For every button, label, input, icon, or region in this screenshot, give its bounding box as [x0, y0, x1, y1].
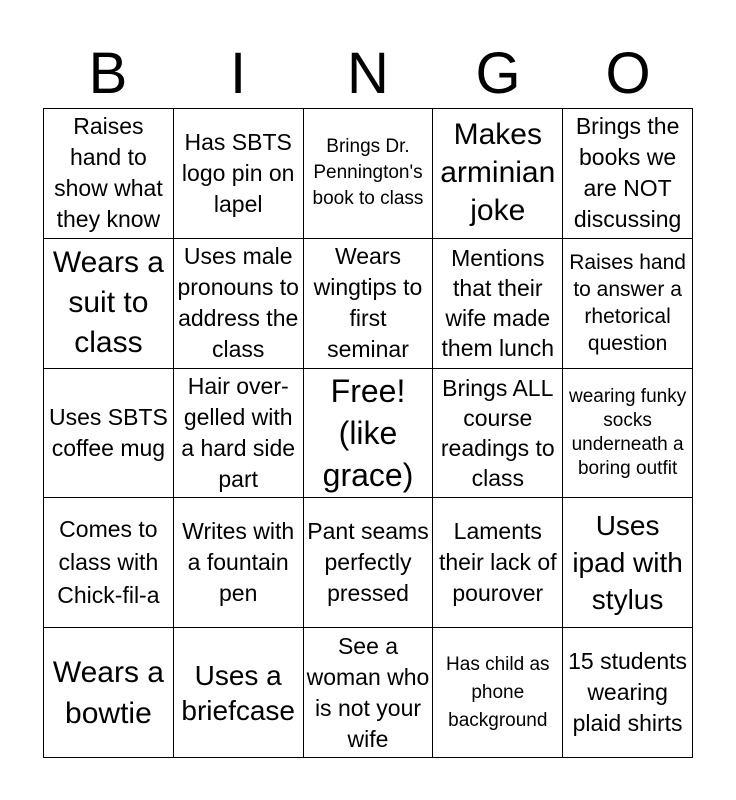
- cell-text: Has child as phone background: [446, 653, 550, 731]
- bingo-cell[interactable]: [44, 498, 174, 628]
- cell-text: Wears wingtips to first seminar: [313, 243, 423, 363]
- bingo-cell[interactable]: [44, 369, 174, 499]
- cell-text: Uses a briefcase: [181, 659, 295, 726]
- bingo-cell[interactable]: [304, 109, 434, 239]
- bingo-cell[interactable]: [304, 498, 434, 628]
- cell-text: 15 students wearing plaid shirts: [568, 648, 688, 737]
- bingo-cell[interactable]: [44, 239, 174, 369]
- bingo-cell[interactable]: [174, 239, 304, 369]
- bingo-cell[interactable]: [433, 109, 563, 239]
- bingo-cell[interactable]: [433, 498, 563, 628]
- bingo-header: [43, 40, 693, 108]
- cell-text: See a woman who is not your wife: [306, 632, 430, 752]
- cell-text: Wears a bowtie: [52, 655, 164, 730]
- bingo-cell[interactable]: [44, 628, 174, 758]
- cell-text: Raises hand to show what they know: [54, 113, 163, 233]
- cell-text: Pant seams perfectly pressed: [307, 518, 429, 607]
- bingo-cell[interactable]: [304, 628, 434, 758]
- header-letter-b: B: [88, 41, 128, 106]
- bingo-cell[interactable]: [563, 628, 693, 758]
- free-space-cell[interactable]: [304, 369, 434, 499]
- cell-text: Uses male pronouns to address the class: [177, 243, 299, 363]
- cell-text: wearing funky socks underneath a boring outfit: [568, 385, 687, 479]
- cell-text: Mentions that their wife made them lunch: [441, 245, 555, 362]
- header-letter-g: G: [475, 41, 521, 106]
- bingo-cell[interactable]: [563, 239, 693, 369]
- header-letter-n: N: [347, 41, 389, 106]
- bingo-cell[interactable]: [174, 498, 304, 628]
- header-letter-o: O: [605, 41, 651, 106]
- cell-text: Wears a suit to class: [52, 246, 164, 360]
- cell-text: Makes arminian joke: [440, 118, 556, 228]
- cell-text: Raises hand to answer a rhetorical question: [569, 251, 686, 356]
- cell-text: Has SBTS logo pin on lapel: [181, 128, 295, 217]
- bingo-cell[interactable]: [563, 109, 693, 239]
- bingo-cell[interactable]: [174, 628, 304, 758]
- cell-text: Writes with a fountain pen: [182, 518, 295, 607]
- cell-text: Laments their lack of pourover: [438, 518, 557, 607]
- cell-text: Brings Dr. Pennington's book to class: [312, 136, 424, 210]
- bingo-cell[interactable]: [174, 369, 304, 499]
- bingo-cell[interactable]: [433, 369, 563, 499]
- header-letter-i: I: [229, 41, 247, 106]
- bingo-board: [43, 108, 693, 758]
- cell-text: Brings ALL course readings to class: [440, 374, 555, 491]
- bingo-cell[interactable]: [44, 109, 174, 239]
- bingo-cell[interactable]: [563, 369, 693, 499]
- cell-text: Comes to class with Chick-fil-a: [57, 516, 160, 609]
- bingo-cell[interactable]: [174, 109, 304, 239]
- cell-text: Uses SBTS coffee mug: [48, 403, 168, 461]
- bingo-cell[interactable]: [563, 498, 693, 628]
- bingo-cell[interactable]: [433, 628, 563, 758]
- cell-text: Hair over-gelled with a hard side part: [181, 372, 296, 492]
- cell-text: Free! (like grace): [322, 373, 414, 493]
- cell-text: Uses ipad with stylus: [572, 510, 683, 616]
- bingo-cell[interactable]: [304, 239, 434, 369]
- cell-text: Brings the books we are NOT discussing: [573, 113, 682, 233]
- bingo-cell[interactable]: [433, 239, 563, 369]
